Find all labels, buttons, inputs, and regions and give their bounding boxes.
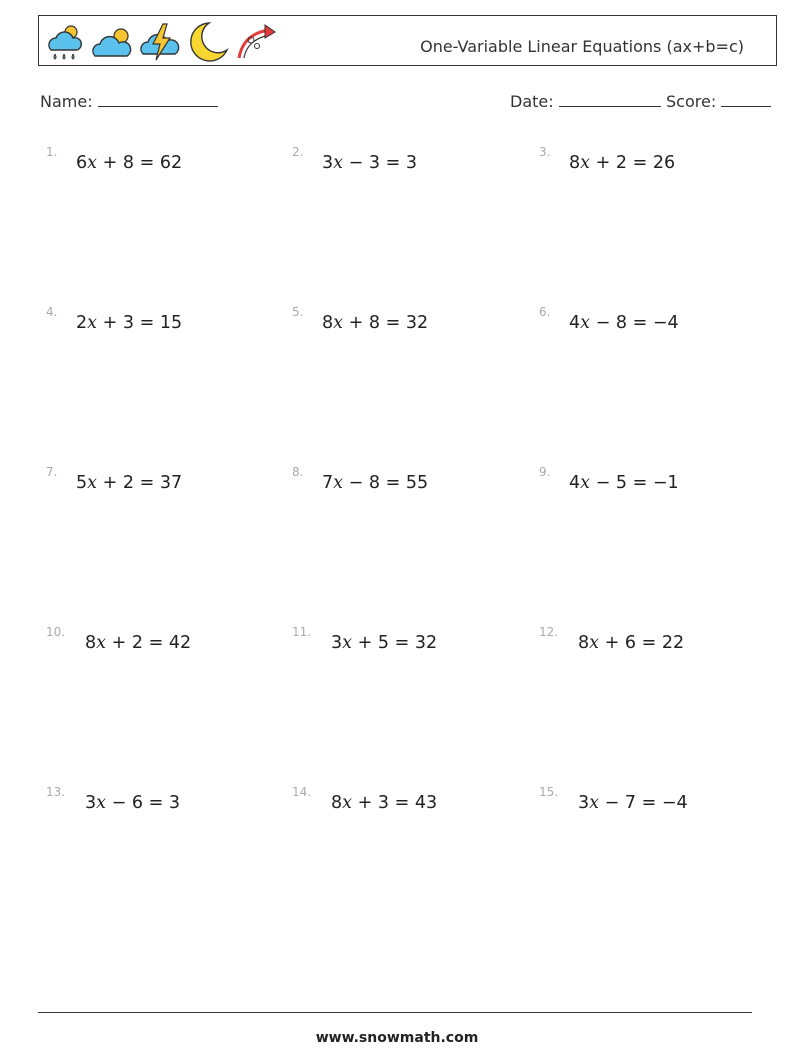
equals-sign: = [148, 793, 164, 813]
variable: x [333, 313, 344, 333]
constant-term: 8 [368, 473, 380, 493]
equation [85, 793, 180, 813]
operator: − [595, 313, 611, 333]
problem-number: 4. [46, 305, 58, 319]
name-label: Name: [40, 92, 93, 111]
operator: − [348, 473, 364, 493]
constant-term: 5 [615, 473, 627, 493]
problem-item [46, 785, 286, 825]
equation [569, 313, 679, 333]
right-hand-side: 43 [414, 793, 438, 813]
variable: x [342, 633, 353, 653]
right-hand-side: 15 [159, 313, 183, 333]
right-hand-side: 22 [661, 633, 685, 653]
coefficient: 4 [569, 313, 581, 333]
problem-number: 12. [539, 625, 559, 639]
worksheet-header [38, 15, 777, 66]
coefficient: 8 [85, 633, 97, 653]
problem-item [292, 305, 532, 345]
problem-item [292, 465, 532, 505]
operator: + [102, 473, 118, 493]
rain-cloud-sun-icon [43, 20, 87, 64]
name-blank[interactable] [98, 92, 218, 107]
operator: + [111, 633, 127, 653]
operator: − [604, 793, 620, 813]
constant-term: 8 [615, 313, 627, 333]
problem-item [539, 465, 779, 505]
equals-sign: = [394, 793, 410, 813]
variable: x [96, 793, 107, 813]
variable: x [87, 153, 98, 173]
weather-icons [43, 20, 279, 64]
problem-number: 15. [539, 785, 559, 799]
problem-item [292, 145, 532, 185]
coefficient: 7 [322, 473, 334, 493]
problem-number: 6. [539, 305, 551, 319]
equation [76, 473, 182, 493]
coefficient: 4 [569, 473, 581, 493]
equals-sign: = [139, 473, 155, 493]
variable: x [580, 153, 591, 173]
right-hand-side: 26 [652, 153, 676, 173]
coefficient: 8 [569, 153, 581, 173]
right-hand-side: −4 [652, 313, 679, 333]
problem-number: 2. [292, 145, 304, 159]
problem-item [46, 305, 286, 345]
constant-term: 3 [368, 153, 380, 173]
problem-number: 5. [292, 305, 304, 319]
equals-sign: = [641, 793, 657, 813]
equation [76, 153, 182, 173]
date-label: Date: [510, 92, 554, 111]
equation [322, 153, 417, 173]
date-blank[interactable] [559, 92, 661, 107]
worksheet-title: One-Variable Linear Equations (ax+b=c) [420, 37, 744, 56]
score-label: Score: [666, 92, 717, 111]
coefficient: 3 [578, 793, 590, 813]
constant-term: 6 [131, 793, 143, 813]
problem-item [539, 305, 779, 345]
operator: + [357, 793, 373, 813]
variable: x [589, 633, 600, 653]
equals-sign: = [139, 153, 155, 173]
constant-term: 8 [122, 153, 134, 173]
operator: − [595, 473, 611, 493]
equation [569, 473, 679, 493]
problem-number: 14. [292, 785, 312, 799]
equation [578, 633, 684, 653]
constant-term: 3 [122, 313, 134, 333]
right-hand-side: 42 [168, 633, 192, 653]
constant-term: 2 [615, 153, 627, 173]
problem-item [46, 145, 286, 185]
date-field[interactable] [510, 92, 661, 111]
crescent-moon-icon [187, 20, 231, 64]
equation [85, 633, 191, 653]
problem-number: 1. [46, 145, 58, 159]
equation [76, 313, 182, 333]
problem-item [539, 145, 779, 185]
variable: x [589, 793, 600, 813]
problem-item [292, 785, 532, 825]
equals-sign: = [385, 313, 401, 333]
equals-sign: = [641, 633, 657, 653]
operator: + [102, 153, 118, 173]
right-hand-side: 32 [414, 633, 438, 653]
constant-term: 8 [368, 313, 380, 333]
equals-sign: = [385, 153, 401, 173]
problem-number: 3. [539, 145, 551, 159]
equation [569, 153, 675, 173]
problem-item [46, 465, 286, 505]
coefficient: 2 [76, 313, 88, 333]
equals-sign: = [632, 153, 648, 173]
operator: + [348, 313, 364, 333]
variable: x [333, 473, 344, 493]
right-hand-side: 37 [159, 473, 183, 493]
problem-number: 8. [292, 465, 304, 479]
variable: x [580, 473, 591, 493]
problem-item [292, 625, 532, 665]
equals-sign: = [139, 313, 155, 333]
problem-item [539, 785, 779, 825]
equals-sign: = [632, 313, 648, 333]
storm-cloud-icon [139, 20, 183, 64]
wind-icon [235, 20, 279, 64]
operator: − [348, 153, 364, 173]
operator: + [604, 633, 620, 653]
constant-term: 2 [122, 473, 134, 493]
variable: x [87, 313, 98, 333]
footer-divider [38, 1012, 752, 1013]
coefficient: 3 [322, 153, 334, 173]
variable: x [342, 793, 353, 813]
coefficient: 8 [331, 793, 343, 813]
problem-number: 10. [46, 625, 66, 639]
equation [578, 793, 688, 813]
equals-sign: = [394, 633, 410, 653]
right-hand-side: 32 [405, 313, 429, 333]
footer-url: www.snowmath.com [315, 1030, 479, 1046]
problem-item [46, 625, 286, 665]
operator: − [111, 793, 127, 813]
constant-term: 2 [131, 633, 143, 653]
equation [331, 793, 437, 813]
constant-term: 7 [624, 793, 636, 813]
problem-number: 9. [539, 465, 551, 479]
equals-sign: = [148, 633, 164, 653]
equals-sign: = [385, 473, 401, 493]
score-field[interactable] [666, 92, 771, 111]
coefficient: 6 [76, 153, 88, 173]
equals-sign: = [632, 473, 648, 493]
coefficient: 8 [322, 313, 334, 333]
name-field[interactable] [40, 92, 218, 111]
operator: + [102, 313, 118, 333]
constant-term: 5 [377, 633, 389, 653]
right-hand-side: −4 [661, 793, 688, 813]
score-blank[interactable] [721, 92, 771, 107]
problem-number: 13. [46, 785, 66, 799]
right-hand-side: 3 [168, 793, 180, 813]
variable: x [580, 313, 591, 333]
coefficient: 3 [331, 633, 343, 653]
coefficient: 8 [578, 633, 590, 653]
coefficient: 3 [85, 793, 97, 813]
equation [322, 313, 428, 333]
coefficient: 5 [76, 473, 88, 493]
right-hand-side: −1 [652, 473, 679, 493]
equation [331, 633, 437, 653]
variable: x [96, 633, 107, 653]
operator: + [357, 633, 373, 653]
problem-item [539, 625, 779, 665]
operator: + [595, 153, 611, 173]
problem-number: 11. [292, 625, 312, 639]
constant-term: 3 [377, 793, 389, 813]
variable: x [87, 473, 98, 493]
right-hand-side: 62 [159, 153, 183, 173]
equation [322, 473, 428, 493]
constant-term: 6 [624, 633, 636, 653]
cloud-sun-icon [91, 20, 135, 64]
right-hand-side: 55 [405, 473, 429, 493]
problem-number: 7. [46, 465, 58, 479]
right-hand-side: 3 [405, 153, 417, 173]
variable: x [333, 153, 344, 173]
